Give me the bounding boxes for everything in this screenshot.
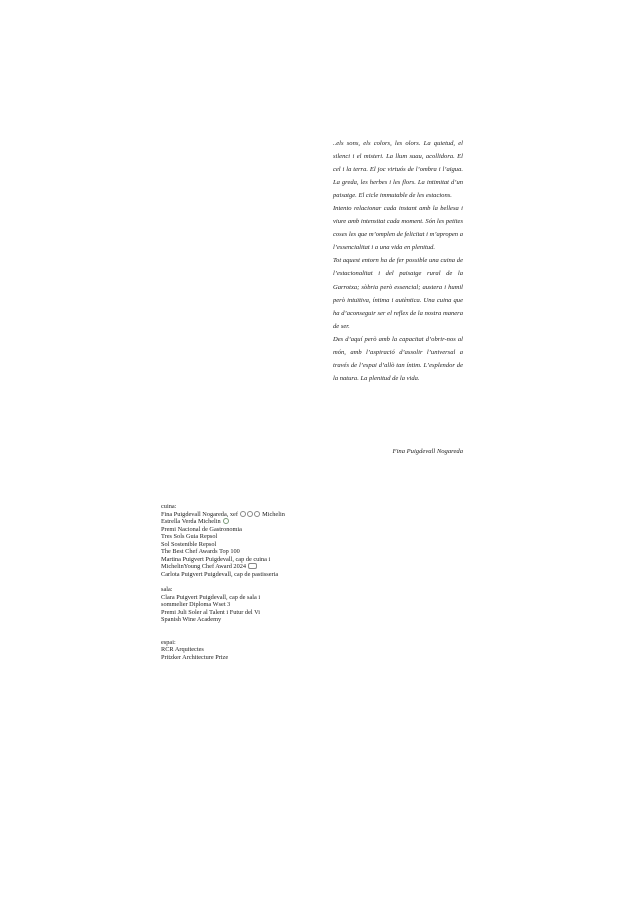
credits-espai <box>161 639 361 662</box>
quote-signature: Fina Puigdevall Nogareda <box>392 448 463 455</box>
quote-paragraph-4: Des d’aquí però amb la capacitat d’obrir-nos al món, amb l’aspiració d’assolir l’universal a través de l’espai d’allò tan íntim. L’esplendor de la natura. La plenitud de la vida. <box>333 335 463 382</box>
michelin-star-icon <box>247 511 253 517</box>
espai-line-1: RCR Arquitectes <box>161 646 204 653</box>
cuina-young-chef-text: MichelinYoung Chef Award 2024 <box>161 563 247 570</box>
cuina-chef-name: Fina Puigdevall Nogareda, xef <box>161 510 238 518</box>
cuina-line-7: Martina Puigvert Puigdevall, cap de cuina i <box>161 555 271 563</box>
cuina-line-1 <box>161 511 361 519</box>
cuina-michelin-label: Michelin <box>262 510 285 518</box>
sala-line-2: sommelier Diploma Wset 3 <box>161 601 231 608</box>
espai-line-2: Pritzker Architecture Prize <box>161 653 229 661</box>
young-chef-award-icon <box>248 563 257 569</box>
cuina-line-8 <box>161 563 361 571</box>
espai-heading: espai: <box>161 638 176 646</box>
cuina-line-4: Tres Sols Guia Repsol <box>161 533 218 540</box>
cuina-green-star-text: Estrella Verda Michelin <box>161 518 221 525</box>
cuina-line-2 <box>161 518 361 526</box>
sala-line-1: Clara Puigvert Puigdevall, cap de sala i <box>161 593 261 601</box>
quote-paragraph-3: Tot aquest entorn ha de fer possible una cuina de l’estacionalitat i del paisatge rural de la Garrotxa; sòbria però essencial; austera i humil però intuïtiva, íntima i autèntica. Una cuina que ha d’aconseguir ser el reflex de la nostra manera de ser. <box>333 257 463 330</box>
credits-cuina <box>161 503 361 578</box>
cuina-line-6: The Best Chef Awards Top 100 <box>161 548 240 555</box>
michelin-star-icon <box>254 511 260 517</box>
credits-block <box>161 503 361 661</box>
green-star-icon <box>223 518 229 524</box>
sala-line-3: Premi Juli Soler al Talent i Futur del Vi <box>161 608 260 616</box>
sala-heading: sala: <box>161 586 173 593</box>
quote-paragraph-1: ..els sons, els colors, les olors. La quietud, el silenci i el misteri. La llum suau, acollidora. El cel i la terra. El joc virtuós de l’ombra i l’aigua. La greda, les herbes i les flors. La intimitat d’un paisatge. El cicle immutable de les estacions. <box>333 140 463 200</box>
cuina-line-3: Premi Nacional de Gastronomia <box>161 525 242 533</box>
quote-paragraph-2: Intento relacionar cada instant amb la bellesa i viure amb intensitat cada moment. Són les petites coses les que m’omplen de felicitat i m’apropen a l’essencialitat i a una vida en plenitud. <box>333 205 463 252</box>
cuina-heading: cuina: <box>161 503 177 510</box>
cuina-line-5: Sol Sostenible Repsol <box>161 540 217 548</box>
michelin-star-icon <box>240 511 246 517</box>
cuina-line-9: Carlota Puigvert Puigdevall, cap de pastisseria <box>161 570 279 578</box>
credits-sala <box>161 586 361 624</box>
quote-block <box>333 137 463 385</box>
sala-line-4: Spanish Wine Academy <box>161 616 222 623</box>
